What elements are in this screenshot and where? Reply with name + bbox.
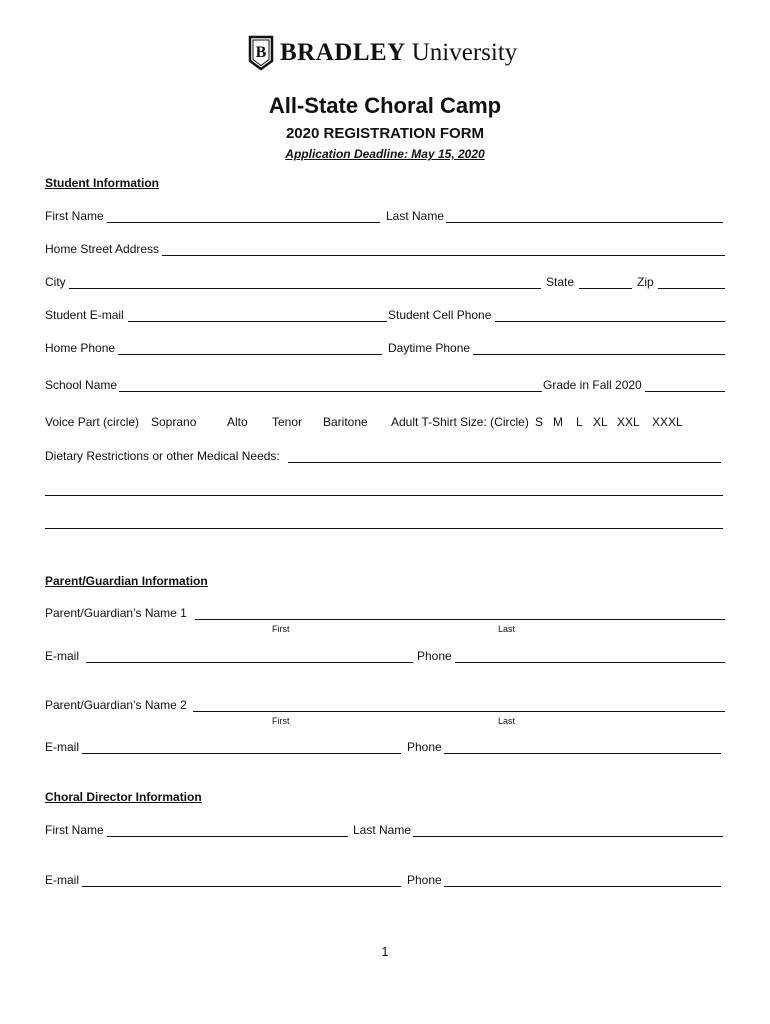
voice-option-tenor[interactable]: Tenor xyxy=(272,415,303,429)
shirt-size-xxl[interactable]: XXL xyxy=(617,415,640,429)
parent-name1-first-hint: First xyxy=(272,624,290,634)
parent1-email-field[interactable] xyxy=(86,662,413,663)
bradley-logo xyxy=(248,33,517,73)
zip-label: Zip xyxy=(637,275,654,289)
parent2-phone-field[interactable] xyxy=(444,753,721,754)
shirt-size-label: Adult T-Shirt Size: (Circle) xyxy=(391,415,529,429)
parent-name1-last-hint: Last xyxy=(498,624,516,634)
parent-name2-field[interactable] xyxy=(193,711,725,712)
director-email-field[interactable] xyxy=(82,886,401,887)
parent-name1-field[interactable] xyxy=(195,619,725,620)
parent-name1-label: Parent/Guardian’s Name 1 xyxy=(45,606,187,620)
director-first-name-label: First Name xyxy=(45,823,104,837)
grade-field[interactable] xyxy=(645,391,725,392)
form-subtitle: 2020 REGISTRATION FORM xyxy=(285,125,485,142)
shirt-size-xxxl[interactable]: XXXL xyxy=(652,415,683,429)
shirt-size-s[interactable]: S xyxy=(535,415,544,429)
home-phone-field[interactable] xyxy=(118,354,382,355)
school-name-label: School Name xyxy=(45,378,118,392)
logo-suffix-text: University xyxy=(411,39,518,66)
parent2-phone-label: Phone xyxy=(407,740,442,754)
director-phone-field[interactable] xyxy=(444,886,721,887)
student-email-field[interactable] xyxy=(128,321,387,322)
zip-field[interactable] xyxy=(658,288,725,289)
parent2-email-field[interactable] xyxy=(82,753,401,754)
student-first-name-field[interactable] xyxy=(107,222,380,223)
voice-option-soprano[interactable]: Soprano xyxy=(151,415,197,429)
voice-option-alto[interactable]: Alto xyxy=(227,415,248,429)
svg-text:B: B xyxy=(255,44,267,61)
director-last-name-label: Last Name xyxy=(353,823,412,837)
application-deadline: Application Deadline: May 15, 2020 xyxy=(285,147,485,161)
voice-option-baritone[interactable]: Baritone xyxy=(323,415,368,429)
grade-label: Grade in Fall 2020 xyxy=(543,378,642,392)
shirt-size-m[interactable]: M xyxy=(553,415,563,429)
daytime-phone-label: Daytime Phone xyxy=(388,341,471,355)
director-info-heading: Choral Director Information xyxy=(45,790,202,804)
shirt-size-l[interactable]: L xyxy=(576,415,583,429)
student-info-heading: Student Information xyxy=(45,176,159,190)
director-last-name-field[interactable] xyxy=(413,836,723,837)
parent-info-heading: Parent/Guardian Information xyxy=(45,574,208,588)
dietary-needs-label: Dietary Restrictions or other Medical Needs: xyxy=(45,449,280,463)
student-last-name-label: Last Name xyxy=(386,209,445,223)
parent2-email-label: E-mail xyxy=(45,740,80,754)
home-address-field[interactable] xyxy=(162,255,725,256)
city-label: City xyxy=(45,275,66,289)
shield-icon xyxy=(248,35,274,71)
parent-name2-first-hint: First xyxy=(272,716,290,726)
parent1-phone-field[interactable] xyxy=(455,662,725,663)
student-cell-field[interactable] xyxy=(495,321,725,322)
director-first-name-field[interactable] xyxy=(107,836,348,837)
student-first-name-label: First Name xyxy=(45,209,104,223)
city-field[interactable] xyxy=(69,288,541,289)
director-phone-label: Phone xyxy=(407,873,442,887)
state-field[interactable] xyxy=(579,288,632,289)
home-phone-label: Home Phone xyxy=(45,341,116,355)
dietary-needs-field[interactable] xyxy=(288,462,721,463)
page-title: All-State Choral Camp xyxy=(268,93,502,118)
parent-name2-label: Parent/Guardian’s Name 2 xyxy=(45,698,187,712)
shirt-size-xl[interactable]: XL xyxy=(593,415,608,429)
dietary-needs-line-3[interactable] xyxy=(45,528,723,529)
student-last-name-field[interactable] xyxy=(446,222,723,223)
school-name-field[interactable] xyxy=(119,391,542,392)
student-email-label: Student E-mail xyxy=(45,308,124,322)
state-label: State xyxy=(546,275,575,289)
page-number: 1 xyxy=(381,944,389,959)
home-address-label: Home Street Address xyxy=(45,242,160,256)
parent-name2-last-hint: Last xyxy=(498,716,516,726)
parent1-email-label: E-mail xyxy=(45,649,80,663)
parent1-phone-label: Phone xyxy=(417,649,452,663)
logo-brand-text: BRADLEY xyxy=(280,39,406,66)
daytime-phone-field[interactable] xyxy=(473,354,725,355)
dietary-needs-line-2[interactable] xyxy=(45,495,723,496)
voice-part-label: Voice Part (circle) xyxy=(45,415,140,429)
student-cell-label: Student Cell Phone xyxy=(388,308,492,322)
director-email-label: E-mail xyxy=(45,873,80,887)
